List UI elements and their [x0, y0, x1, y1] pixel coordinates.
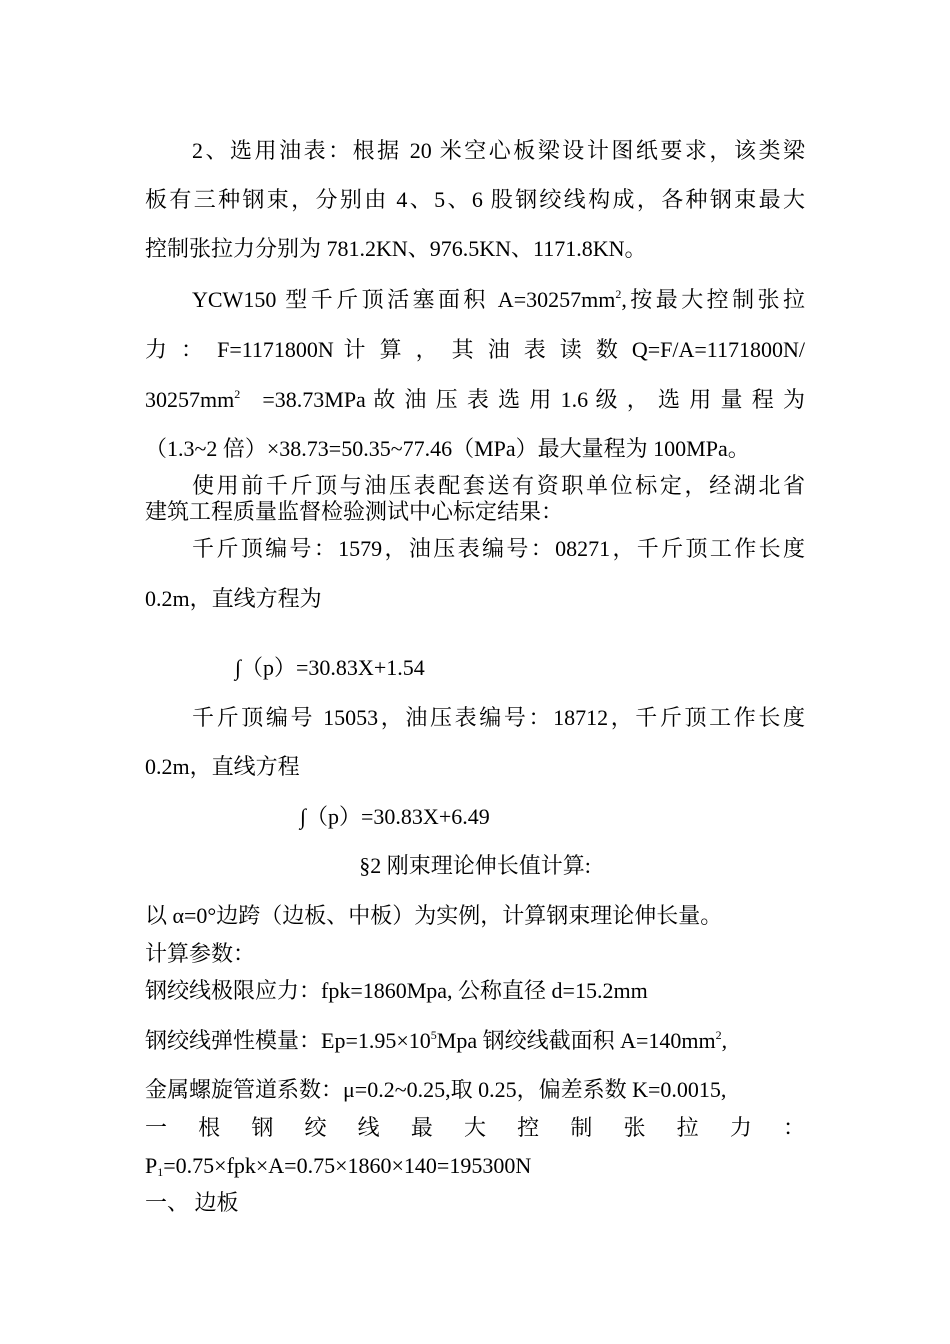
- text-run: 钢绞线弹性模量：Ep=1.95×10: [145, 1028, 431, 1053]
- text-run: §2 刚束理论伸长值计算:: [359, 853, 591, 878]
- text-run: 板有三种钢束，分别由 4、5、6 股钢绞线构成，各种钢束最大: [145, 187, 805, 212]
- section-heading: [145, 851, 805, 881]
- superscript: 2: [234, 387, 241, 401]
- text-run: YCW150 型千斤顶活塞面积 A=30257mm: [192, 287, 616, 312]
- paragraph-line: [145, 1113, 805, 1143]
- subscript: 1: [157, 1165, 164, 1179]
- text-run: 以 α=0°边跨（边板、中板）为实例，计算钢束理论伸长量。: [145, 903, 723, 928]
- paragraph-line: [192, 703, 805, 733]
- text-run: ,按最大控制张拉: [621, 287, 805, 312]
- paragraph-line: [145, 901, 805, 931]
- text-run: 计算参数：: [145, 941, 256, 966]
- equation: [235, 653, 895, 683]
- text-run: （1.3~2 倍）×38.73=50.35~77.46（MPa）最大量程为 100MPa。: [145, 436, 750, 461]
- text-run: P: [145, 1153, 158, 1178]
- paragraph-line: [145, 752, 805, 782]
- paragraph-line: [145, 1026, 805, 1056]
- text-run: 0.2m，直线方程: [145, 754, 300, 779]
- text-run: ∫（p）=30.83X+6.49: [300, 804, 490, 829]
- paragraph-line: [145, 976, 805, 1006]
- text-run: ∫（p）=30.83X+1.54: [235, 655, 425, 680]
- paragraph-line: [145, 434, 805, 464]
- paragraph-line: [145, 234, 805, 264]
- superscript: 5: [430, 1028, 437, 1042]
- text-run: =0.75×fpk×A=0.75×1860×140=195300N: [163, 1153, 532, 1178]
- equation: [300, 802, 950, 832]
- text-run: 建筑工程质量监督检验测试中心标定结果：: [145, 499, 564, 524]
- text-run: 钢绞线极限应力：fpk=1860Mpa, 公称直径 d=15.2mm: [145, 978, 648, 1003]
- paragraph-line: [145, 939, 805, 969]
- text-run: 控制张拉力分别为 781.2KN、976.5KN、1171.8KN。: [145, 236, 647, 261]
- text-run: =38.73MPa 故 油 压 表 选 用 1.6 级 ， 选 用 量 程 为: [240, 387, 805, 412]
- text-run: 0.2m，直线方程为: [145, 586, 322, 611]
- text-run: 一、 边板: [145, 1190, 239, 1215]
- text-run: ,: [721, 1028, 728, 1053]
- paragraph-line: [145, 1075, 805, 1105]
- paragraph-line: [192, 534, 805, 564]
- paragraph-line: [145, 584, 805, 614]
- text-run: 金属螺旋管道系数：μ=0.2~0.25,取 0.25，偏差系数 K=0.0015,: [145, 1077, 727, 1102]
- text-run: 使用前千斤顶与油压表配套送有资职单位标定，经湖北省: [192, 473, 805, 498]
- text-run: 千斤顶编号：1579，油压表编号：08271，千斤顶工作长度: [192, 536, 805, 561]
- paragraph-line: [145, 385, 805, 415]
- list-heading: [145, 1188, 805, 1218]
- paragraph-line: [145, 1151, 805, 1181]
- text-run: 一 根 钢 绞 线 最 大 控 制 张 拉 力 ：: [145, 1115, 805, 1140]
- paragraph-line: [145, 497, 805, 527]
- paragraph-line: [145, 335, 805, 365]
- paragraph-line: [145, 185, 805, 215]
- superscript: 2: [715, 1028, 722, 1042]
- text-run: 30257mm: [145, 387, 235, 412]
- superscript: 2: [615, 287, 622, 301]
- text-run: 力 ： F=1171800N 计 算 ， 其 油 表 读 数 Q=F/A=1171800N/: [145, 337, 805, 362]
- text-run: 2、选用油表：根据 20 米空心板梁设计图纸要求，该类梁: [192, 138, 805, 163]
- text-run: 千斤顶编号 15053，油压表编号：18712，千斤顶工作长度: [192, 705, 805, 730]
- paragraph-line: [192, 136, 805, 166]
- paragraph-line: [192, 285, 805, 315]
- text-run: Mpa 钢绞线截面积 A=140mm: [436, 1028, 716, 1053]
